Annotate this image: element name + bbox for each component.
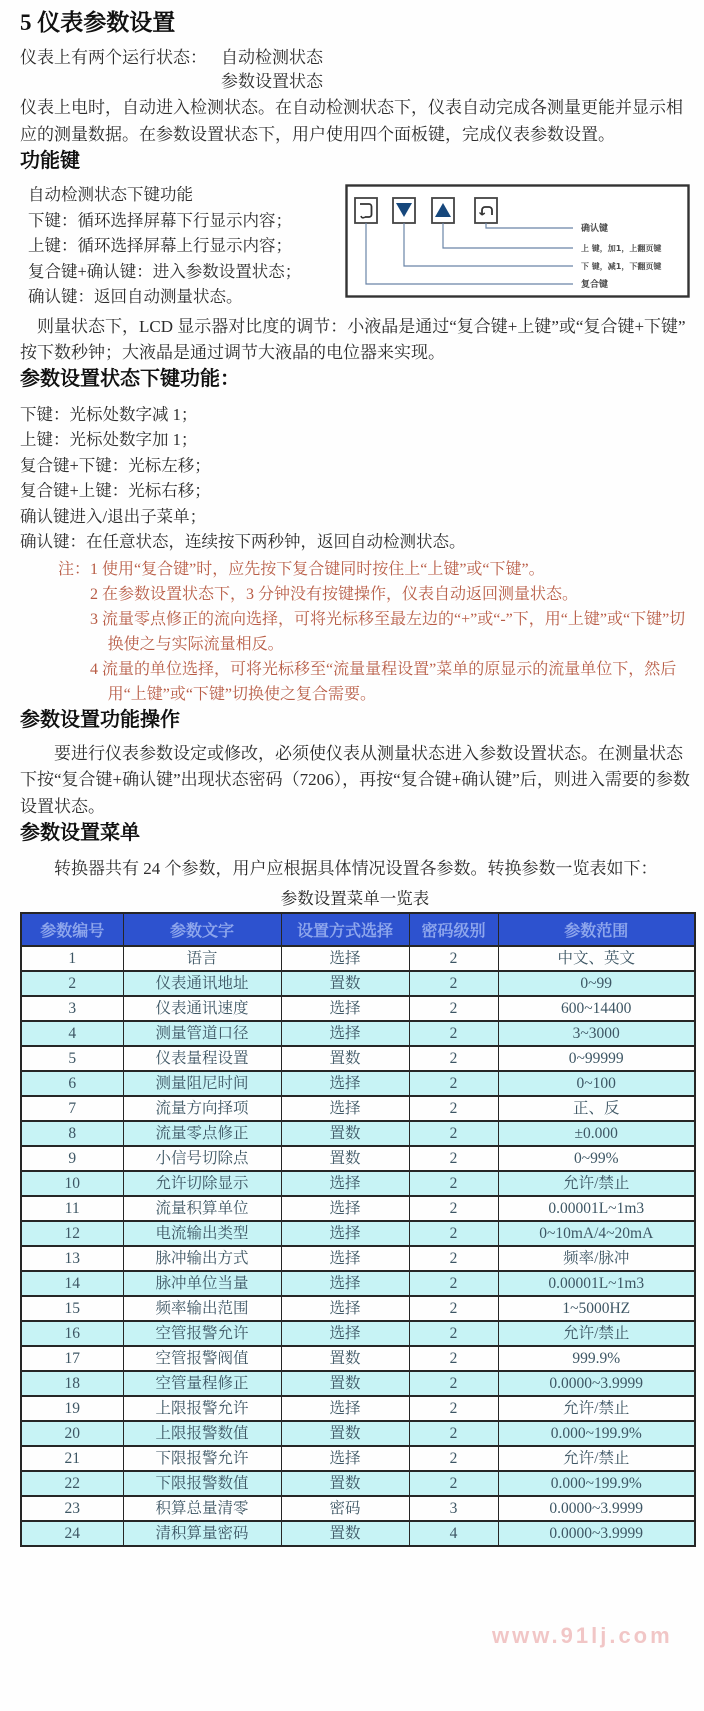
cell-param-number: 3: [21, 996, 123, 1021]
function-key-list-intro: 自动检测状态下键功能: [28, 185, 193, 204]
table-row: [21, 1071, 695, 1096]
table-row: [21, 1421, 695, 1446]
cell-param-number: 13: [21, 1246, 123, 1271]
cell-param-number: 2: [21, 971, 123, 996]
parameter-table: [20, 912, 696, 1547]
run-states-block: [20, 46, 690, 94]
function-keys-row: [20, 182, 690, 310]
table-row: [21, 1146, 695, 1171]
cell-password-level: 2: [409, 1171, 498, 1196]
param-key-function-item: 确认键：在任意状态，连续按下两秒钟，返回自动检测状态。: [20, 532, 466, 551]
cell-param-number: 6: [21, 1071, 123, 1096]
table-row: [21, 1271, 695, 1296]
function-key-item: 确认键：返回自动测量状态。: [28, 287, 243, 306]
table-row: [21, 1221, 695, 1246]
section-heading-menu: 参数设置菜单: [20, 822, 140, 844]
cell-param-number: 23: [21, 1496, 123, 1521]
table-row: [21, 996, 695, 1021]
cell-set-mode: 选择: [281, 1446, 409, 1471]
cell-set-mode: 置数: [281, 971, 409, 996]
note-item: 4 流量的单位选择，可将光标移至“流量量程设置”菜单的原显示的流量单位下，然后用“上键”或“下键”切换使之复合需要。: [90, 660, 677, 703]
cell-password-level: 2: [409, 1471, 498, 1496]
cell-param-name: 流量零点修正: [123, 1121, 281, 1146]
cell-param-name: 流量积算单位: [123, 1196, 281, 1221]
confirm-key-icon: [475, 198, 497, 223]
column-header: 设置方式选择: [281, 913, 409, 946]
section-heading-operation: 参数设置功能操作: [20, 708, 180, 731]
cell-set-mode: 选择: [281, 996, 409, 1021]
cell-param-name: 脉冲单位当量: [123, 1271, 281, 1296]
cell-password-level: 2: [409, 1021, 498, 1046]
table-row: [21, 1021, 695, 1046]
cell-param-range: 0~99: [498, 971, 695, 996]
run-states-label: 仪表上有两个运行状态：: [20, 48, 207, 67]
parameter-table-body: [21, 946, 695, 1546]
cell-set-mode: 选择: [281, 1321, 409, 1346]
cell-param-number: 9: [21, 1146, 123, 1171]
up-key-icon: [432, 198, 454, 223]
section-heading-function-keys: 功能键: [20, 150, 80, 172]
table-row: [21, 1371, 695, 1396]
cell-param-number: 1: [21, 946, 123, 971]
cell-password-level: 4: [409, 1521, 498, 1546]
cell-password-level: 2: [409, 1121, 498, 1146]
cell-password-level: 3: [409, 1496, 498, 1521]
cell-password-level: 2: [409, 1371, 498, 1396]
cell-set-mode: 选择: [281, 946, 409, 971]
cell-password-level: 2: [409, 1096, 498, 1121]
cell-set-mode: 置数: [281, 1421, 409, 1446]
cell-param-range: 999.9%: [498, 1346, 695, 1371]
cell-password-level: 2: [409, 1346, 498, 1371]
cell-param-number: 15: [21, 1296, 123, 1321]
function-key-item: 下键：循环选择屏幕下行显示内容；: [28, 210, 292, 230]
cell-param-name: 仪表通讯地址: [123, 971, 281, 996]
table-row: [21, 946, 695, 971]
cell-set-mode: 选择: [281, 1396, 409, 1421]
cell-param-range: 正、反: [498, 1096, 695, 1121]
cell-param-name: 上限报警允许: [123, 1396, 281, 1421]
cell-param-name: 空管报警阀值: [123, 1346, 281, 1371]
cell-param-range: 中文、英文: [498, 946, 695, 971]
watermark: www.91lj.com: [492, 1623, 673, 1648]
cell-password-level: 2: [409, 1246, 498, 1271]
parameter-table-header: [21, 913, 695, 946]
operation-paragraph: 要进行仪表参数设定或修改，必须使仪表从测量状态进入参数设置状态。在测量状态下按“复合键+确认键”出现状态密码（7206），再按“复合键+确认键”后，则进入需要的参数设置状态。: [20, 743, 690, 816]
down-key-icon: [393, 198, 415, 223]
cell-set-mode: 选择: [281, 1271, 409, 1296]
cell-password-level: 2: [409, 996, 498, 1021]
cell-param-name: 小信号切除点: [123, 1146, 281, 1171]
cell-param-name: 清积算量密码: [123, 1521, 281, 1546]
cell-password-level: 2: [409, 1321, 498, 1346]
column-header: 参数文字: [123, 913, 281, 946]
cell-param-number: 5: [21, 1046, 123, 1071]
cell-param-name: 下限报警数值: [123, 1471, 281, 1496]
cell-param-number: 18: [21, 1371, 123, 1396]
cell-param-number: 8: [21, 1121, 123, 1146]
cell-param-range: 0.000~199.9%: [498, 1421, 695, 1446]
table-row: [21, 1296, 695, 1321]
cell-param-range: 允许/禁止: [498, 1321, 695, 1346]
cell-param-range: 600~14400: [498, 996, 695, 1021]
cell-password-level: 2: [409, 971, 498, 996]
cell-password-level: 2: [409, 1271, 498, 1296]
cell-param-range: 允许/禁止: [498, 1446, 695, 1471]
cell-set-mode: 置数: [281, 1121, 409, 1146]
note-item: 2 在参数设置状态下，3 分钟没有按键操作，仪表自动返回测量状态。: [90, 585, 579, 603]
table-row: [21, 1121, 695, 1146]
cell-param-range: 3~3000: [498, 1021, 695, 1046]
menu-intro-paragraph: 转换器共有 24 个参数，用户应根据具体情况设置各参数。转换参数一览表如下：: [54, 859, 658, 878]
cell-set-mode: 置数: [281, 1346, 409, 1371]
lcd-contrast-note: 则量状态下，LCD 显示器对比度的调节：小液晶是通过“复合键+上键”或“复合键+下键”按下数秒钟；大液晶是通过调节大液晶的电位器来实现。: [20, 316, 686, 362]
run-state-param: 参数设置状态: [221, 72, 323, 91]
cell-param-number: 17: [21, 1346, 123, 1371]
cell-set-mode: 选择: [281, 1296, 409, 1321]
cell-param-range: 1~5000HZ: [498, 1296, 695, 1321]
cell-set-mode: 选择: [281, 1196, 409, 1221]
param-key-function-item: 下键：光标处数字减 1；: [20, 404, 198, 424]
cell-param-range: 0~100: [498, 1071, 695, 1096]
cell-set-mode: 选择: [281, 1171, 409, 1196]
cell-password-level: 2: [409, 1196, 498, 1221]
cell-param-name: 积算总量清零: [123, 1496, 281, 1521]
cell-set-mode: 置数: [281, 1146, 409, 1171]
cell-param-name: 测量管道口径: [123, 1021, 281, 1046]
cell-param-name: 仪表通讯速度: [123, 996, 281, 1021]
note-item: 1 使用“复合键”时，应先按下复合键同时按住上“上键”或“下键”。: [90, 560, 545, 578]
run-states-list: [221, 46, 323, 94]
cell-set-mode: 密码: [281, 1496, 409, 1521]
function-key-list: [20, 182, 333, 310]
cell-set-mode: 选择: [281, 1221, 409, 1246]
cell-param-range: 0.0000~3.9999: [498, 1521, 695, 1546]
cell-param-name: 电流输出类型: [123, 1221, 281, 1246]
table-row: [21, 1396, 695, 1421]
compound-key-icon: [355, 198, 377, 223]
table-row: [21, 1446, 695, 1471]
cell-param-number: 11: [21, 1196, 123, 1221]
cell-param-number: 19: [21, 1396, 123, 1421]
cell-param-range: 允许/禁止: [498, 1171, 695, 1196]
cell-password-level: 2: [409, 1446, 498, 1471]
cell-password-level: 2: [409, 1221, 498, 1246]
cell-param-range: 0~99%: [498, 1146, 695, 1171]
cell-param-number: 21: [21, 1446, 123, 1471]
cell-set-mode: 置数: [281, 1521, 409, 1546]
cell-param-range: 0.00001L~1m3: [498, 1196, 695, 1221]
cell-param-number: 12: [21, 1221, 123, 1246]
cell-param-name: 仪表量程设置: [123, 1046, 281, 1071]
function-key-item: 上键：循环选择屏幕上行显示内容；: [28, 236, 292, 255]
cell-set-mode: 置数: [281, 1046, 409, 1071]
cell-param-range: ±0.000: [498, 1121, 695, 1146]
cell-param-name: 空管量程修正: [123, 1371, 281, 1396]
cell-param-name: 脉冲输出方式: [123, 1246, 281, 1271]
function-key-item: 复合键+确认键：进入参数设置状态；: [28, 261, 302, 281]
cell-set-mode: 置数: [281, 1471, 409, 1496]
cell-param-range: 0~10mA/4~20mA: [498, 1221, 695, 1246]
cell-param-name: 测量阻尼时间: [123, 1071, 281, 1096]
diagram-label-compound: 复合键: [581, 280, 609, 290]
table-row: [21, 1171, 695, 1196]
param-key-function-item: 确认键进入/退出子菜单；: [20, 506, 207, 526]
cell-set-mode: 选择: [281, 1246, 409, 1271]
cell-param-number: 16: [21, 1321, 123, 1346]
cell-param-number: 20: [21, 1421, 123, 1446]
cell-set-mode: 选择: [281, 1071, 409, 1096]
table-caption: 参数设置菜单一览表: [280, 889, 430, 908]
cell-param-range: 0.000~199.9%: [498, 1471, 695, 1496]
cell-param-name: 上限报警数值: [123, 1421, 281, 1446]
param-key-function-item: 复合键+下键：光标左移；: [20, 455, 211, 475]
page-title: 5 仪表参数设置: [20, 10, 176, 35]
table-row: [21, 1096, 695, 1121]
table-row: [21, 1346, 695, 1371]
table-row: [21, 1496, 695, 1521]
cell-password-level: 2: [409, 1296, 498, 1321]
table-row: [21, 971, 695, 996]
cell-param-range: 0.0000~3.9999: [498, 1496, 695, 1521]
diagram-label-confirm: 确认键: [581, 224, 609, 234]
param-key-function-item: 复合键+上键：光标右移；: [20, 481, 211, 500]
cell-password-level: 2: [409, 1396, 498, 1421]
diagram-label-up: 上 键，加1，上翻页键: [581, 244, 662, 253]
cell-password-level: 2: [409, 1046, 498, 1071]
intro-paragraph: 仪表上电时，自动进入检测状态。在自动检测状态下，仪表自动完成各测量更能并显示相应的测量数据。在参数设置状态下，用户使用四个面板键，完成仪表参数设置。: [20, 98, 683, 144]
section-heading-param-key-functions: 参数设置状态下键功能：: [20, 367, 240, 390]
cell-param-number: 24: [21, 1521, 123, 1546]
column-header: 密码级别: [409, 913, 498, 946]
cell-param-range: 频率/脉冲: [498, 1246, 695, 1271]
table-row: [21, 1471, 695, 1496]
cell-param-name: 空管报警允许: [123, 1321, 281, 1346]
table-row: [21, 1246, 695, 1271]
cell-param-name: 允许切除显示: [123, 1171, 281, 1196]
cell-password-level: 2: [409, 1146, 498, 1171]
cell-password-level: 2: [409, 946, 498, 971]
cell-param-range: 0.0000~3.9999: [498, 1371, 695, 1396]
table-row: [21, 1321, 695, 1346]
run-state-auto: 自动检测状态: [221, 48, 323, 67]
cell-param-name: 下限报警允许: [123, 1446, 281, 1471]
cell-password-level: 2: [409, 1421, 498, 1446]
cell-set-mode: 选择: [281, 1096, 409, 1121]
cell-param-number: 14: [21, 1271, 123, 1296]
column-header: 参数编号: [21, 913, 123, 946]
table-row: [21, 1521, 695, 1546]
cell-param-name: 频率输出范围: [123, 1296, 281, 1321]
cell-param-name: 语言: [123, 946, 281, 971]
cell-password-level: 2: [409, 1071, 498, 1096]
cell-param-number: 10: [21, 1171, 123, 1196]
notes-block: [58, 557, 690, 707]
cell-param-number: 4: [21, 1021, 123, 1046]
cell-param-number: 22: [21, 1471, 123, 1496]
column-header: 参数范围: [498, 913, 695, 946]
cell-param-number: 7: [21, 1096, 123, 1121]
table-row: [21, 1196, 695, 1221]
param-key-function-item: 上键：光标处数字加 1；: [20, 430, 198, 449]
keys-diagram-svg: [345, 184, 690, 298]
table-row: [21, 1046, 695, 1071]
function-keys-diagram: [345, 184, 690, 310]
cell-param-range: 0.00001L~1m3: [498, 1271, 695, 1296]
note-item: 3 流量零点修正的流向选择，可将光标移至最左边的“+”或“-”下，用“上键”或“下键”切换使之与实际流量相反。: [90, 610, 686, 653]
notes-label: 注：: [58, 560, 91, 578]
cell-set-mode: 置数: [281, 1371, 409, 1396]
cell-param-range: 允许/禁止: [498, 1396, 695, 1421]
cell-param-range: 0~99999: [498, 1046, 695, 1071]
cell-set-mode: 选择: [281, 1021, 409, 1046]
diagram-label-down: 下 键，减1，下翻页键: [581, 262, 662, 271]
param-key-function-list: [20, 402, 690, 555]
cell-param-name: 流量方向择项: [123, 1096, 281, 1121]
